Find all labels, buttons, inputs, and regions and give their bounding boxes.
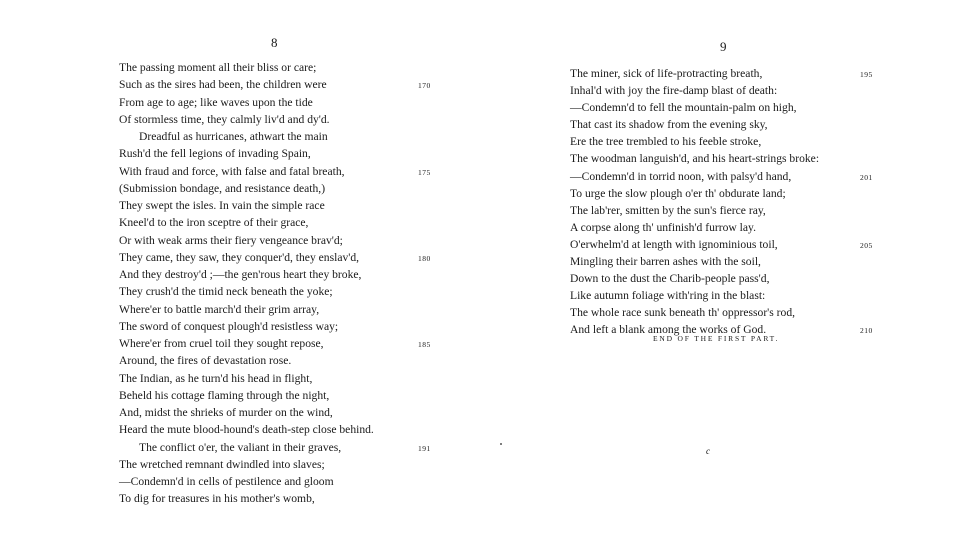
verse-line-text: And left a blank among the works of God. [570, 323, 767, 337]
verse-line-text: Like autumn foliage with'ring in the blast: [570, 289, 766, 303]
verse-line [119, 490, 449, 507]
verse-line [119, 94, 449, 111]
verse-line [119, 301, 449, 318]
verse-line [119, 404, 449, 421]
verse-line [119, 180, 449, 197]
verse-line-text: They swept the isles. In vain the simple race [119, 199, 325, 212]
verse-line-text: Of stormless time, they calmly liv'd and dy'd. [119, 112, 330, 126]
verse-line [570, 253, 890, 270]
verse-line-text: Beheld his cottage flaming through the night, [119, 388, 330, 402]
verse-line-text: Around, the fires of devastation rose. [119, 354, 292, 368]
verse-line [570, 65, 890, 82]
line-number: 191 [418, 443, 431, 453]
verse-line [119, 59, 449, 76]
verse-line [119, 145, 449, 162]
verse-line-text: Such as the sires had been, the children were [119, 78, 327, 92]
verse-line [570, 82, 890, 99]
verse-line [119, 128, 449, 145]
verse-line-text: And, midst the shrieks of murder on the wind, [119, 406, 333, 419]
line-number: 175 [418, 167, 431, 177]
verse-line-text: Dreadful as hurricanes, athwart the main [139, 130, 328, 143]
verse-line [119, 439, 449, 456]
verse-line [119, 111, 449, 128]
verse-line-text: The Indian, as he turn'd his head in flight, [119, 371, 313, 385]
line-number: 195 [860, 70, 873, 79]
verse-line-text: Where'er from cruel toil they sought repose, [119, 337, 324, 350]
verse-line [570, 287, 890, 304]
verse-line [570, 304, 890, 321]
verse-line-text: —Condemn'd in torrid noon, with palsy'd hand, [570, 169, 792, 183]
verse-line-text: —Condemn'd in cells of pestilence and gloom [119, 475, 334, 488]
verse-line-text: They came, they saw, they conquer'd, they enslav'd, [119, 250, 360, 264]
line-number: 185 [418, 340, 431, 349]
verse-line [119, 370, 449, 387]
verse-line [570, 150, 890, 167]
verse-line-text: Down to the dust the Charib-people pass'd, [570, 272, 770, 286]
verse-line [119, 249, 449, 266]
verse-line-text: (Submission bondage, and resistance death,) [119, 181, 326, 195]
verse-line-text: —Condemn'd to fell the mountain-palm on high, [570, 101, 797, 115]
verse-line-text: With fraud and force, with false and fatal breath, [119, 164, 345, 178]
signature-mark: c [706, 446, 710, 456]
verse-line [570, 219, 890, 236]
verse-line [570, 185, 890, 202]
verse-line-text: To urge the slow plough o'er th' obdurate land; [570, 186, 786, 200]
verse-line [119, 283, 449, 300]
verse-line [570, 133, 890, 150]
verse-line-text: The whole race sunk beneath th' oppressor's rod, [570, 306, 796, 320]
verse-line-text: Ere the tree trembled to his feeble stroke, [570, 135, 762, 149]
verse-block [119, 59, 449, 508]
verse-line [119, 76, 449, 93]
verse-line-text: From age to age; like waves upon the tide [119, 95, 313, 109]
verse-line [119, 266, 449, 283]
verse-line-text: The conflict o'er, the valiant in their graves, [139, 440, 342, 454]
verse-line [119, 387, 449, 404]
page-number: 8 [271, 35, 278, 50]
verse-line-text: And they destroy'd ;—the gen'rous heart they broke, [119, 268, 362, 281]
verse-line-text: Kneel'd to the iron sceptre of their grace, [119, 216, 309, 230]
verse-line-text: A corpse along th' unfinish'd furrow lay. [570, 220, 756, 234]
verse-line [119, 456, 449, 473]
verse-line [119, 232, 449, 249]
verse-line [570, 236, 890, 253]
line-number: 201 [860, 172, 873, 182]
verse-line [119, 214, 449, 231]
verse-line [570, 116, 890, 133]
verse-line-text: The lab'rer, smitten by the sun's fierce ray, [570, 203, 766, 217]
verse-line-text: Where'er to battle march'd their grim array, [119, 302, 320, 316]
verse-line [119, 335, 449, 352]
verse-line-text: O'erwhelm'd at length with ignominious toil, [570, 237, 778, 251]
verse-line [119, 197, 449, 214]
verse-line [570, 270, 890, 287]
end-of-part-marker: END OF THE FIRST PART. [653, 334, 780, 343]
verse-line [570, 202, 890, 219]
verse-line [570, 99, 890, 116]
right-page [490, 0, 980, 541]
verse-line-text: The woodman languish'd, and his heart-strings broke: [570, 152, 820, 166]
verse-line-text: Inhal'd with joy the fire-damp blast of death: [570, 84, 778, 98]
line-number: 210 [860, 326, 873, 336]
verse-line-text: The passing moment all their bliss or care; [119, 61, 317, 74]
verse-line-text: The wretched remnant dwindled into slaves; [119, 457, 325, 471]
verse-block [570, 65, 890, 339]
verse-line [119, 352, 449, 369]
verse-line [119, 318, 449, 335]
line-number: 170 [418, 81, 431, 91]
verse-line-text: The sword of conquest plough'd resistless way; [119, 319, 339, 333]
line-number: 180 [418, 253, 431, 263]
verse-line-text: That cast its shadow from the evening sky, [570, 118, 768, 132]
verse-line-text: Mingling their barren ashes with the soil, [570, 255, 761, 269]
verse-line [119, 473, 449, 490]
line-number: 205 [860, 240, 873, 250]
paper-speck [500, 443, 502, 445]
verse-line-text: Or with weak arms their fiery vengeance brav'd; [119, 233, 343, 247]
verse-line-text: They crush'd the timid neck beneath the yoke; [119, 285, 333, 299]
verse-line [570, 168, 890, 185]
verse-line [119, 163, 449, 180]
verse-line-text: To dig for treasures in his mother's womb, [119, 492, 315, 506]
verse-line-text: Rush'd the fell legions of invading Spain, [119, 147, 311, 161]
verse-line-text: The miner, sick of life-protracting breath, [570, 67, 763, 80]
verse-line [119, 421, 449, 438]
page-number: 9 [720, 39, 727, 54]
verse-line-text: Heard the mute blood-hound's death-step close behind. [119, 423, 374, 437]
